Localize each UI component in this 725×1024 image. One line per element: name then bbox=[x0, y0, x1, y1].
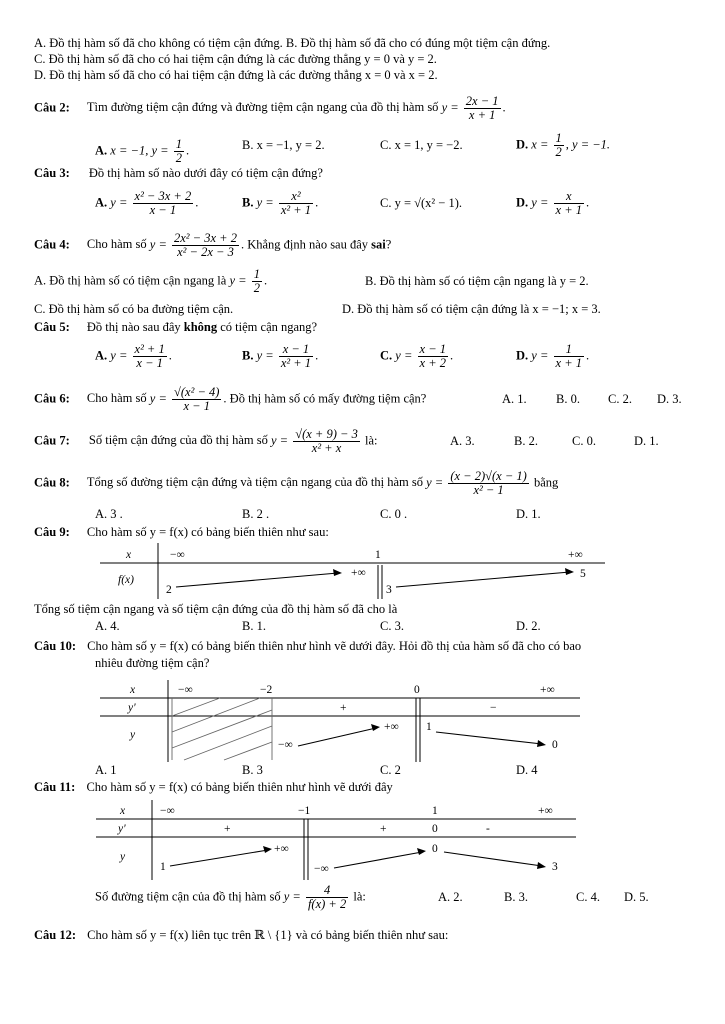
decreasing-arrow bbox=[444, 852, 542, 866]
denominator: x² + 1 bbox=[280, 356, 312, 370]
fx-label: f(x) bbox=[118, 574, 134, 586]
question-10-cont: nhiêu đường tiệm cận? bbox=[95, 656, 210, 670]
option-c: C. 2 bbox=[380, 763, 401, 777]
option-c: C. 4. bbox=[576, 890, 600, 904]
question-text: là: bbox=[364, 433, 378, 448]
numerator: x − 1 bbox=[419, 342, 446, 356]
question-text: Cho hàm số y = f(x) liên tục trên ℝ \ {1} và có bảng biến thiên như sau: bbox=[87, 928, 449, 942]
option-a: A. 1 bbox=[95, 763, 117, 777]
question-text: Cho hàm số y = f(x) có bảng biến thiên như sau: bbox=[86, 525, 329, 539]
variation-table-q9 bbox=[100, 543, 605, 599]
y-value: 1 bbox=[160, 861, 166, 873]
y-value: +∞ bbox=[274, 843, 289, 855]
option-a: A. x = −1, y = $\frac{1}{2}$ . bbox=[95, 137, 190, 165]
arrow-head bbox=[565, 568, 574, 575]
option-b: B. 2 . bbox=[242, 507, 270, 521]
increasing-arrow bbox=[176, 573, 338, 587]
option-c: C. y = √(x² − 1). bbox=[380, 196, 462, 210]
option-c: C. y = $\frac{x - 1}{x + 2}$ . bbox=[380, 342, 454, 370]
option-d: D. 4 bbox=[516, 763, 538, 777]
x-value: −1 bbox=[298, 805, 311, 817]
option-text: x = bbox=[531, 137, 549, 152]
option-letter: D. bbox=[516, 348, 529, 363]
sign: − bbox=[490, 702, 497, 714]
option-letter: C. bbox=[380, 348, 393, 363]
variation-table-q11 bbox=[96, 800, 576, 880]
question-11 bbox=[34, 780, 393, 795]
option-a: A. 3 . bbox=[95, 507, 123, 521]
question-text: có tiệm cận ngang? bbox=[220, 320, 318, 334]
fraction bbox=[172, 386, 221, 413]
y-value: −∞ bbox=[314, 863, 329, 875]
denominator: f(x) + 2 bbox=[307, 897, 347, 911]
fraction bbox=[418, 343, 448, 370]
option-b: B. y = $\frac{\text{x²}}{\text{x² + 1}}$ . bbox=[242, 189, 319, 217]
denominator: x − 1 bbox=[136, 356, 163, 370]
denominator: x² − 2x − 3 bbox=[177, 245, 234, 259]
question-text: Cho hàm số y = f(x) có bảng biến thiên như hình vẽ dưới đây bbox=[86, 780, 393, 794]
f-value: 3 bbox=[386, 584, 392, 596]
question-text: . Đồ thị hàm số có mấy đường tiệm cận? bbox=[223, 391, 427, 406]
arrow-head bbox=[333, 569, 342, 576]
option-letter: B. bbox=[242, 195, 254, 210]
option-d: D. Đồ thị hàm số có tiệm cận đứng là x = −1; x = 3. bbox=[342, 302, 601, 316]
fraction bbox=[133, 190, 194, 217]
option-d: D. 5. bbox=[624, 890, 649, 904]
x-value: −∞ bbox=[178, 684, 193, 696]
y-label: y bbox=[120, 851, 126, 863]
yprime-label: y' bbox=[128, 702, 136, 714]
option-b: B. 1. bbox=[242, 619, 266, 633]
numerator: 4 bbox=[306, 884, 348, 898]
emphasis: sai bbox=[371, 237, 386, 252]
fraction bbox=[172, 232, 239, 259]
numerator: 1 bbox=[253, 267, 260, 281]
y-value: 1 bbox=[426, 721, 432, 733]
fraction bbox=[279, 343, 313, 370]
f-value: 5 bbox=[580, 568, 586, 580]
option-b: B. y = $\frac{x - 1}{\text{x² + 1}}$ . bbox=[242, 342, 319, 370]
numerator: x² bbox=[279, 190, 313, 204]
option-b: B. 0. bbox=[556, 392, 580, 406]
question-text: bằng bbox=[533, 475, 559, 490]
fraction bbox=[554, 190, 584, 217]
question-label: Câu 8: bbox=[34, 475, 70, 490]
question-label: Câu 5: bbox=[34, 320, 70, 334]
question-8: Câu 8: Tổng số đường tiệm cận đứng và tiệm cận ngang của đồ thị hàm số y = $\frac{(x - 2)√(x - 1)}{\text{x² − 1}}$ bằng bbox=[34, 469, 559, 497]
option-b: B. 3 bbox=[242, 763, 263, 777]
x-value: −∞ bbox=[160, 805, 175, 817]
fraction bbox=[554, 343, 584, 370]
numerator: 1 bbox=[555, 131, 562, 145]
decreasing-arrow bbox=[436, 732, 542, 744]
prev-option-d: D. Đồ thị hàm số đã cho có hai tiệm cận đứng là các đường thẳng x = 0 và x = 2. bbox=[34, 68, 438, 82]
variation-table-q10 bbox=[100, 680, 580, 762]
option-a: A. 4. bbox=[95, 619, 120, 633]
arrow-head bbox=[417, 848, 426, 855]
fraction bbox=[279, 190, 313, 217]
fraction bbox=[174, 138, 184, 165]
option-a: A. y = $\frac{\text{x² + 1}}{x - 1}$ . bbox=[95, 342, 172, 370]
question-label: Câu 7: bbox=[34, 433, 70, 448]
question-text: Số tiệm cận đứng của đồ thị hàm số bbox=[88, 433, 268, 448]
denominator: x² + x bbox=[311, 441, 342, 455]
question-text: Cho hàm số bbox=[86, 391, 147, 406]
denominator: 2 bbox=[253, 281, 260, 295]
numerator: (x − 2)√(x − 1) bbox=[450, 469, 527, 483]
sign: + bbox=[340, 702, 347, 714]
option-d: D. 3. bbox=[657, 392, 682, 406]
numerator: √(x + 9) − 3 bbox=[295, 427, 358, 441]
y-value: 0 bbox=[432, 843, 438, 855]
prev-option-c: C. Đồ thị hàm số đã cho có hai tiệm cận đứng là các đường thẳng y = 0 và y = 2. bbox=[34, 52, 437, 66]
x-label: x bbox=[120, 805, 126, 817]
question-text: Đồ thị nào sau đây bbox=[86, 320, 181, 334]
option-b: B. Đồ thị hàm số có tiệm cận ngang là y = 2. bbox=[365, 274, 589, 288]
sign: 0 bbox=[432, 823, 438, 835]
yprime-label: y' bbox=[118, 823, 126, 835]
option-letter: A. bbox=[95, 143, 108, 158]
question-label: Câu 11: bbox=[34, 780, 76, 794]
fraction bbox=[293, 428, 360, 455]
numerator: x² + 1 bbox=[134, 342, 165, 356]
question-12 bbox=[34, 928, 448, 943]
denominator: x + 2 bbox=[419, 356, 446, 370]
denominator: x − 1 bbox=[149, 203, 177, 217]
numerator: 1 bbox=[554, 343, 584, 357]
y-label: y bbox=[130, 729, 136, 741]
option-b: B. 3. bbox=[504, 890, 528, 904]
x-value: −2 bbox=[260, 684, 273, 696]
x-label: x bbox=[130, 684, 136, 696]
q11-question-text: Số đường tiệm cận của đồ thị hàm số y = $\frac{4}{f(x) + 2}$ là: bbox=[95, 883, 366, 911]
question-label: Câu 10: bbox=[34, 639, 77, 653]
fraction bbox=[554, 132, 564, 159]
arrow-head bbox=[371, 724, 380, 731]
option-text: x = −1, y = bbox=[110, 143, 169, 158]
option-letter: D. bbox=[516, 195, 529, 210]
undefined-region-hatching bbox=[172, 698, 272, 760]
question-5 bbox=[34, 320, 317, 335]
sign: + bbox=[380, 823, 387, 835]
x-value: +∞ bbox=[568, 549, 583, 561]
option-c: C. 0 . bbox=[380, 507, 408, 521]
question-9 bbox=[34, 525, 329, 540]
option-letter: A. bbox=[95, 348, 108, 363]
question-4: Câu 4: Cho hàm số y = $\frac{\text{2x² − 3x + 2}}{\text{x² − 2x − 3}}$ . Khẳng định nào sau đây sai? bbox=[34, 231, 392, 259]
option-c: C. 3. bbox=[380, 619, 404, 633]
question-text: Đồ thị hàm số nào dưới đây có tiệm cận đứng? bbox=[88, 166, 323, 180]
q9-question-text: Tổng số tiệm cận ngang và số tiệm cận đứng của đồ thị hàm số đã cho là bbox=[34, 602, 398, 616]
denominator: x − 1 bbox=[183, 399, 210, 413]
option-letter: A. bbox=[95, 195, 108, 210]
denominator: x + 1 bbox=[555, 356, 582, 370]
option-d: D. y = $\frac{x}{x + 1}$ . bbox=[516, 189, 590, 217]
option-a: A. 2. bbox=[438, 890, 463, 904]
numerator: √(x² − 4) bbox=[174, 385, 220, 399]
f-value: +∞ bbox=[351, 567, 366, 579]
fraction bbox=[448, 470, 528, 497]
option-c: C. Đồ thị hàm số có ba đường tiệm cận. bbox=[34, 302, 234, 316]
question-7: Câu 7: Số tiệm cận đứng của đồ thị hàm số y = $\frac{√(x + 9) - 3}{\text{x² + x}}$ là: bbox=[34, 427, 378, 455]
option-b: B. 2. bbox=[514, 434, 538, 448]
question-2: Câu 2: Tìm đường tiệm cận đứng và đường tiệm cận ngang của đồ thị hàm số y = $\frac{2x - 1}{x + 1}$ . bbox=[34, 94, 506, 122]
question-label: Câu 4: bbox=[34, 237, 70, 252]
option-c: C. 2. bbox=[608, 392, 632, 406]
function-label: y = bbox=[441, 100, 459, 115]
x-value: 0 bbox=[414, 684, 420, 696]
x-value: +∞ bbox=[540, 684, 555, 696]
question-6: Câu 6: Cho hàm số y = $\frac{\text{√(x² − 4)}}{x - 1}$ . Đồ thị hàm số có mấy đường tiệm cận? bbox=[34, 385, 427, 413]
option-b: B. x = −1, y = 2. bbox=[242, 138, 325, 152]
y-value: −∞ bbox=[278, 739, 293, 751]
option-letter: D. bbox=[516, 137, 529, 152]
increasing-arrow bbox=[396, 572, 570, 587]
question-text: . Khẳng định nào sau đây bbox=[240, 237, 369, 252]
denominator: x + 1 bbox=[468, 108, 496, 122]
x-value: −∞ bbox=[170, 549, 185, 561]
arrow-head bbox=[263, 846, 272, 853]
prev-option-ab: A. Đồ thị hàm số đã cho không có tiệm cận đứng. B. Đồ thị hàm số đã cho có đúng một tiệm cận đứng. bbox=[34, 36, 551, 50]
option-d bbox=[516, 132, 610, 159]
option-d: D. 1. bbox=[516, 507, 541, 521]
denominator: 2 bbox=[175, 151, 182, 165]
denominator: x² − 1 bbox=[473, 483, 504, 497]
arrow-head bbox=[537, 740, 546, 747]
y-value: 3 bbox=[552, 861, 558, 873]
sign: + bbox=[224, 823, 231, 835]
question-text: Cho hàm số bbox=[86, 237, 147, 252]
fraction bbox=[252, 268, 262, 295]
sign: - bbox=[486, 823, 490, 835]
increasing-arrow bbox=[170, 850, 268, 866]
option-d: D. y = $\frac{1}{x + 1}$ . bbox=[516, 342, 590, 370]
question-label: Câu 6: bbox=[34, 391, 70, 406]
increasing-arrow bbox=[298, 728, 376, 746]
question-label: Câu 3: bbox=[34, 166, 70, 180]
question-label: Câu 9: bbox=[34, 525, 70, 539]
denominator: x² + 1 bbox=[280, 203, 312, 217]
numerator: 2x² − 3x + 2 bbox=[174, 231, 237, 245]
increasing-arrow bbox=[334, 852, 422, 868]
f-value: 2 bbox=[166, 584, 172, 596]
arrow-head bbox=[537, 862, 546, 869]
numerator: 1 bbox=[175, 137, 182, 151]
x-value: +∞ bbox=[538, 805, 553, 817]
question-text: Cho hàm số y = f(x) có bảng biến thiên như hình vẽ dưới đây. Hỏi đồ thị của hàm số đã cho có bao bbox=[87, 639, 582, 653]
option-c: C. x = 1, y = −2. bbox=[380, 138, 463, 152]
question-text: Tìm đường tiệm cận đứng và đường tiệm cận ngang của đồ thị hàm số bbox=[86, 100, 439, 115]
option-text: A. Đồ thị hàm số có tiệm cận ngang là bbox=[34, 273, 227, 288]
question-10 bbox=[34, 639, 581, 654]
question-label: Câu 2: bbox=[34, 100, 70, 115]
numerator: x² − 3x + 2 bbox=[134, 189, 192, 203]
question-text: là: bbox=[353, 889, 366, 904]
denominator: x + 1 bbox=[555, 203, 582, 217]
option-a: A. 1. bbox=[502, 392, 527, 406]
option-a: A. y = $\frac{\text{x² − 3x + 2}}{x - 1}$ . bbox=[95, 189, 199, 217]
numerator: 2x − 1 bbox=[465, 94, 499, 108]
y-value: 0 bbox=[552, 739, 558, 751]
question-text: Số đường tiệm cận của đồ thị hàm số bbox=[95, 889, 281, 904]
option-d: D. 1. bbox=[634, 434, 659, 448]
x-label: x bbox=[126, 549, 132, 561]
numerator: x − 1 bbox=[279, 343, 313, 357]
fraction bbox=[464, 95, 501, 122]
emphasis: không bbox=[183, 320, 218, 334]
option-a: A. 3. bbox=[450, 434, 475, 448]
denominator: 2 bbox=[555, 145, 562, 159]
question-3 bbox=[34, 166, 323, 181]
question-text: Tổng số đường tiệm cận đứng và tiệm cận ngang của đồ thị hàm số bbox=[86, 475, 423, 490]
option-text: , y = −1. bbox=[565, 137, 611, 152]
option-c: C. 0. bbox=[572, 434, 596, 448]
option-d: D. 2. bbox=[516, 619, 541, 633]
numerator: x bbox=[554, 190, 584, 204]
x-value: 1 bbox=[375, 549, 381, 561]
x-value: 1 bbox=[432, 805, 438, 817]
y-value: +∞ bbox=[384, 721, 399, 733]
option-a: A. Đồ thị hàm số có tiệm cận ngang là y = $\frac{1}{2}$ . bbox=[34, 267, 268, 295]
fraction bbox=[306, 884, 348, 911]
question-label: Câu 12: bbox=[34, 928, 77, 942]
option-letter: B. bbox=[242, 348, 254, 363]
fraction bbox=[133, 343, 167, 370]
